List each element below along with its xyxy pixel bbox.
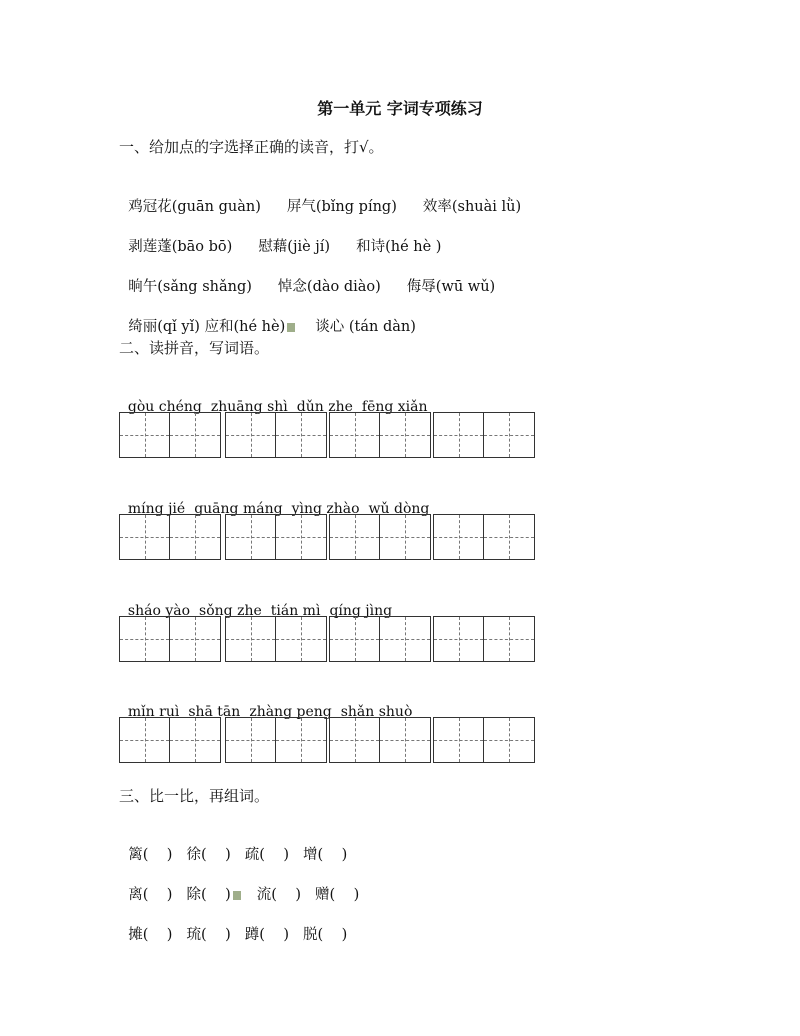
pinyin-word: tián mì <box>270 603 321 619</box>
section-1-row-2 <box>119 217 467 257</box>
pinyin-word: guāng máng <box>194 501 283 517</box>
compare-item: 除( ) <box>186 885 242 905</box>
writing-box[interactable] <box>225 412 327 458</box>
writing-box[interactable] <box>329 717 431 763</box>
compare-row <box>119 865 373 905</box>
writing-box[interactable] <box>329 412 431 458</box>
pinyin-word: zhuāng shì <box>210 399 288 415</box>
section-2-heading: 二、读拼音，写词语。 <box>119 339 270 357</box>
pinyin-word: fēng xiǎn <box>361 399 428 415</box>
pronunciation-choice: 效率(shuài lǜ) <box>422 199 522 215</box>
pronunciation-choice: 屏气(bǐng píng) <box>286 199 397 215</box>
pinyin-row <box>119 581 401 621</box>
pinyin-word: wǔ dòng <box>368 501 430 517</box>
writing-box[interactable] <box>119 616 221 662</box>
compare-item: 琉( ) <box>186 927 231 943</box>
pronunciation-choice: 晌午(sǎng shǎng) <box>128 279 252 295</box>
compare-item: 摊( ) <box>128 927 173 943</box>
section-3-heading: 三、比一比，再组词。 <box>119 787 270 805</box>
writing-box[interactable] <box>119 514 221 560</box>
pinyin-row <box>119 682 421 722</box>
pronunciation-choice: 谈心 (tán dàn) <box>315 319 416 335</box>
writing-box[interactable] <box>433 616 535 662</box>
writing-box[interactable] <box>119 717 221 763</box>
pinyin-word: sǒng zhe <box>199 603 262 619</box>
pinyin-word: míng jié <box>127 501 186 517</box>
compare-row <box>119 905 361 945</box>
compare-item: 增( ) <box>303 847 348 863</box>
compare-item: 流( ) <box>256 887 302 903</box>
writing-grid-row <box>119 717 539 763</box>
writing-box[interactable] <box>225 616 327 662</box>
writing-box[interactable] <box>329 616 431 662</box>
pinyin-word: zhàng peng <box>249 704 332 720</box>
pinyin-word: dǔn zhe <box>296 399 353 415</box>
page-title: 第一单元 字词专项练习 <box>317 99 483 118</box>
pinyin-word: sháo yào <box>127 603 191 619</box>
section-1-row-4 <box>119 297 442 337</box>
compare-item: 赠( ) <box>315 887 360 903</box>
pronunciation-choice: 侮辱(wū wǔ) <box>406 279 496 295</box>
pinyin-row <box>119 479 438 519</box>
pronunciation-choice: 和诗(hé hè ) <box>356 239 442 255</box>
writing-box[interactable] <box>433 412 535 458</box>
compare-item: 疏( ) <box>244 847 290 863</box>
compare-item: 篱( ) <box>128 847 173 863</box>
writing-grid-row <box>119 616 539 662</box>
compare-item: 脱( ) <box>303 927 348 943</box>
pinyin-word: gòu chéng <box>127 399 202 415</box>
writing-grid-row <box>119 514 539 560</box>
pinyin-word: yìng zhào <box>291 501 360 517</box>
section-1-row-3 <box>119 257 521 297</box>
compare-item: 徐( ) <box>186 847 231 863</box>
pronunciation-choice: 慰藉(jiè jí) <box>258 239 331 255</box>
pinyin-word: mǐn ruì <box>127 704 180 720</box>
pinyin-word: qíng jìng <box>329 603 393 619</box>
writing-box[interactable] <box>225 514 327 560</box>
scan-smudge <box>287 323 295 332</box>
pronunciation-choice: 鸡冠花(guān guàn) <box>128 199 261 215</box>
writing-box[interactable] <box>225 717 327 763</box>
section-1-heading: 一、给加点的字选择正确的读音，打√。 <box>119 138 384 156</box>
compare-row <box>119 825 361 865</box>
compare-item: 蹲( ) <box>244 927 290 943</box>
writing-box[interactable] <box>433 514 535 560</box>
writing-grid-row <box>119 412 539 458</box>
pronunciation-choice: 剥莲蓬(bāo bō) <box>128 239 233 255</box>
scan-smudge <box>233 891 241 900</box>
pronunciation-choice: 悼念(dào diào) <box>277 279 381 295</box>
compare-item: 离( ) <box>128 887 173 903</box>
writing-box[interactable] <box>433 717 535 763</box>
pinyin-word: shǎn shuò <box>340 704 413 720</box>
pronunciation-choice: 绮丽(qǐ yǐ) 应和(hé hè) <box>128 317 297 337</box>
pinyin-word: shā tān <box>188 704 241 720</box>
writing-box[interactable] <box>329 514 431 560</box>
section-1-row-1 <box>119 177 547 217</box>
pinyin-row <box>119 377 437 417</box>
writing-box[interactable] <box>119 412 221 458</box>
